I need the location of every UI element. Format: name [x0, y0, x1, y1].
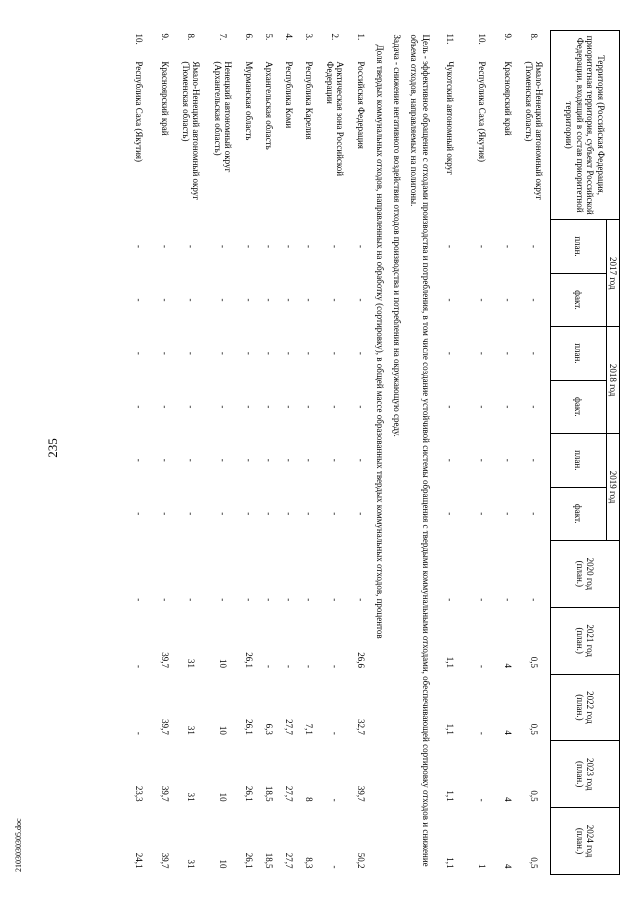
cell-2023: 0,5 — [528, 790, 539, 802]
table-body-section-2 — [123, 31, 371, 875]
row-number: 4. — [283, 33, 294, 41]
cell-2023: - — [329, 798, 340, 802]
row-territory-name: Республика Саха (Якутия) — [133, 61, 144, 163]
cell-2018-plan: - — [217, 351, 228, 355]
cell-2024: 10 — [217, 859, 228, 869]
cell-2017-plan: - — [528, 245, 539, 248]
cell-2019-plan: - — [329, 458, 340, 462]
cell-2019-fact: - — [444, 512, 455, 516]
cell-2018-plan: - — [283, 351, 294, 355]
cell-2022: - — [476, 731, 487, 735]
cell-2023: 10 — [217, 792, 228, 802]
row-number: 7. — [217, 33, 228, 41]
cell-2020: - — [444, 598, 455, 602]
cell-2024: 27,7 — [283, 852, 294, 869]
cell-2022: - — [133, 731, 144, 735]
cell-2018-plan: - — [528, 351, 539, 355]
cell-2018-fact: - — [329, 405, 340, 409]
cell-2019-plan: - — [185, 458, 196, 462]
cell-2021: - — [476, 665, 487, 669]
row-territory-name: Российская Федерация — [355, 61, 366, 149]
row-territory-name: Архангельская область — [263, 61, 274, 150]
cell-2017-fact: - — [502, 298, 513, 302]
cell-2017-plan: - — [444, 245, 455, 248]
cell-2020: - — [133, 598, 144, 602]
table-row — [207, 31, 239, 875]
table-row — [319, 31, 351, 875]
cell-2020: - — [502, 598, 513, 602]
cell-2018-fact: - — [283, 405, 294, 409]
cell-2020: - — [528, 598, 539, 602]
cell-2020: - — [263, 598, 274, 602]
cell-2018-plan: - — [476, 351, 487, 355]
cell-2017-fact: - — [133, 298, 144, 302]
table-row — [518, 31, 551, 875]
cell-2022: 26,1 — [243, 719, 254, 735]
indicator-text: Доля твердых коммунальных отходов, направленных на обработку (сортировку), в общей массе образованных твердых коммунальных отходов, процентов — [374, 44, 385, 639]
cell-2017-plan: - — [185, 245, 196, 248]
cell-2021: 26,1 — [243, 652, 254, 669]
row-territory-name: Чукотский автономный округ — [444, 61, 455, 175]
cell-2024: 1 — [476, 864, 487, 869]
cell-2021: 26,6 — [355, 652, 366, 669]
cell-2022: 27,7 — [283, 719, 294, 735]
cell-2018-plan: - — [502, 351, 513, 355]
row-number: 8. — [185, 33, 196, 41]
table-row — [498, 31, 518, 875]
cell-2021: - — [133, 665, 144, 669]
cell-2022: 4 — [502, 730, 513, 735]
cell-2018-fact: - — [355, 405, 366, 409]
cell-2023: 39,7 — [159, 785, 170, 802]
cell-2019-plan: - — [528, 458, 539, 462]
cell-2017-fact: - — [263, 298, 274, 302]
cell-2024: 31 — [185, 859, 196, 869]
header-2017-fact: факт. — [550, 273, 606, 326]
table-row — [466, 31, 498, 875]
row-territory-name: Ямало-Ненецкий автономный округ (Тюменская область) — [180, 61, 201, 200]
cell-2022: - — [329, 731, 340, 735]
cell-2017-plan: - — [329, 245, 340, 248]
header-2022: 2022 год (план.) — [550, 674, 619, 741]
cell-2022: 32,7 — [355, 719, 366, 735]
cell-2020: - — [355, 598, 366, 602]
cell-2018-plan: - — [263, 351, 274, 355]
cell-2019-plan: - — [217, 458, 228, 462]
cell-2024: 1,1 — [444, 857, 455, 869]
cell-2019-fact: - — [185, 512, 196, 516]
cell-2019-fact: - — [133, 512, 144, 516]
table-row — [239, 31, 259, 875]
cell-2017-fact: - — [243, 298, 254, 302]
row-territory-name: Ненецкий автономный округ (Архангельская область) — [212, 61, 233, 173]
cell-2019-plan: - — [159, 458, 170, 462]
header-2018-plan: план. — [550, 327, 606, 380]
table-row — [175, 31, 207, 875]
cell-2020: - — [243, 598, 254, 602]
cell-2021: 31 — [185, 659, 196, 669]
cell-2018-fact: - — [303, 405, 314, 409]
cell-2017-plan: - — [217, 245, 228, 248]
row-territory-name: Красноярский край — [159, 61, 170, 136]
cell-2018-plan: - — [159, 351, 170, 355]
section-text — [371, 31, 434, 875]
cell-2017-fact: - — [476, 298, 487, 302]
page-number: 235 — [45, 438, 60, 458]
cell-2017-fact: - — [185, 298, 196, 302]
cell-2019-plan: - — [133, 458, 144, 462]
cell-2024: 0,5 — [528, 857, 539, 869]
cell-2019-plan: - — [243, 458, 254, 462]
cell-2022: 6,3 — [263, 723, 274, 735]
cell-2018-fact: - — [243, 405, 254, 409]
table-row — [351, 31, 371, 875]
header-2018-fact: факт. — [550, 380, 606, 433]
cell-2020: - — [476, 598, 487, 602]
cell-2018-fact: - — [159, 405, 170, 409]
cell-2017-plan: - — [476, 245, 487, 248]
cell-2017-fact: - — [303, 298, 314, 302]
cell-2018-fact: - — [502, 405, 513, 409]
cell-2019-fact: - — [329, 512, 340, 516]
cell-2018-fact: - — [133, 405, 144, 409]
cell-2017-plan: - — [283, 245, 294, 248]
header-2021: 2021 год (план.) — [550, 607, 619, 674]
cell-2022: 7,1 — [303, 723, 314, 735]
cell-2019-plan: - — [502, 458, 513, 462]
header-2017-plan: план. — [550, 220, 606, 273]
cell-2021: - — [283, 665, 294, 669]
row-number: 5. — [263, 33, 274, 41]
cell-2018-plan: - — [444, 351, 455, 355]
cell-2024: 39,7 — [159, 852, 170, 869]
cell-2020: - — [303, 598, 314, 602]
row-territory-name: Республика Коми — [283, 61, 294, 129]
cell-2018-plan: - — [303, 351, 314, 355]
cell-2021: 4 — [502, 663, 513, 669]
cell-2019-fact: - — [476, 512, 487, 516]
row-number: 1. — [355, 33, 366, 41]
cell-2022: 10 — [217, 725, 228, 735]
row-territory-name: Красноярский край — [502, 61, 513, 136]
indicators-table — [123, 30, 620, 875]
header-2020: 2020 год (план.) — [550, 540, 619, 607]
task-text: Задача - снижение негативного воздействия отходов производства и потребления на окружающую среду. — [392, 34, 403, 437]
cell-2017-fact: - — [329, 298, 340, 302]
cell-2017-fact: - — [444, 298, 455, 302]
table-row — [279, 31, 299, 875]
cell-2023: 8 — [303, 797, 314, 802]
table-row — [123, 31, 155, 875]
cell-2019-fact: - — [502, 512, 513, 516]
cell-2021: 0,5 — [528, 656, 539, 669]
cell-2019-plan: - — [283, 458, 294, 462]
cell-2023: 4 — [502, 797, 513, 802]
table-body-section-1 — [434, 31, 551, 875]
row-territory-name: Ямало-Ненецкий автономный округ (Тюменская область) — [523, 61, 544, 200]
cell-2018-fact: - — [185, 405, 196, 409]
cell-2017-fact: - — [159, 298, 170, 302]
row-territory-name: Республика Саха (Якутия) — [476, 61, 487, 163]
row-number: 9. — [502, 33, 513, 41]
cell-2017-fact: - — [355, 298, 366, 302]
cell-2018-fact: - — [476, 405, 487, 409]
row-number: 10. — [133, 33, 144, 45]
cell-2017-fact: - — [528, 298, 539, 302]
cell-2023: 27,7 — [283, 785, 294, 802]
header-2019: 2019 год — [606, 434, 619, 541]
cell-2019-fact: - — [303, 512, 314, 516]
cell-2022: 31 — [185, 725, 196, 735]
row-territory-name: Мурманская область — [243, 61, 254, 141]
cell-2020: - — [217, 598, 228, 602]
table-row — [299, 31, 319, 875]
header-2018: 2018 год — [606, 327, 619, 434]
table-row — [259, 31, 279, 875]
cell-2018-plan: - — [185, 351, 196, 355]
cell-2024: 8,3 — [303, 857, 314, 869]
cell-2019-fact: - — [263, 512, 274, 516]
cell-2021: 10 — [217, 659, 228, 669]
cell-2023: 18,5 — [263, 785, 274, 802]
cell-2019-fact: - — [283, 512, 294, 516]
cell-2019-plan: - — [263, 458, 274, 462]
cell-2018-fact: - — [263, 405, 274, 409]
cell-2024: 26,1 — [243, 852, 254, 869]
cell-2020: - — [283, 598, 294, 602]
cell-2024: 18,5 — [263, 852, 274, 869]
cell-2022: 1,1 — [444, 723, 455, 735]
cell-2024: 50,2 — [355, 852, 366, 869]
cell-2022: 0,5 — [528, 723, 539, 735]
row-number: 11. — [444, 33, 455, 45]
cell-2018-plan: - — [243, 351, 254, 355]
row-number: 10. — [476, 33, 487, 45]
cell-2023: 26,1 — [243, 785, 254, 802]
header-territory: Территория (Российская Федерация, приоритетная территория, субъект Российской Федерации, входящий в состав приоритетной территории) — [550, 31, 619, 220]
goal-text: Цель - эффективное обращение с отходами производства и потребления, в том числе создание устойчивой системы обращения с твердыми коммунальными отходами, обеспечивающей сортировку отходов и снижение объема отходов, направляемых на полигоны. — [409, 34, 431, 867]
cell-2021: 1,1 — [444, 656, 455, 669]
header-2017: 2017 год — [606, 220, 619, 327]
cell-2023: 1,1 — [444, 790, 455, 802]
row-number: 9. — [159, 33, 170, 41]
cell-2017-plan: - — [355, 245, 366, 248]
cell-2017-fact: - — [283, 298, 294, 302]
cell-2019-fact: - — [217, 512, 228, 516]
footer-file-code: 2103030305.doc — [14, 818, 23, 872]
row-number: 2. — [329, 33, 340, 41]
cell-2019-plan: - — [303, 458, 314, 462]
cell-2024: 4 — [502, 864, 513, 869]
cell-2017-plan: - — [133, 245, 144, 248]
row-number: 3. — [303, 33, 314, 41]
row-territory-name: Республика Карелия — [303, 61, 314, 140]
table-row — [434, 31, 466, 875]
cell-2018-fact: - — [444, 405, 455, 409]
cell-2019-plan: - — [476, 458, 487, 462]
cell-2023: 39,7 — [355, 785, 366, 802]
cell-2017-plan: - — [303, 245, 314, 248]
cell-2020: - — [159, 598, 170, 602]
cell-2019-fact: - — [159, 512, 170, 516]
cell-2018-plan: - — [329, 351, 340, 355]
cell-2019-fact: - — [243, 512, 254, 516]
header-2019-fact: факт. — [550, 487, 606, 540]
cell-2020: - — [185, 598, 196, 602]
table-row — [155, 31, 175, 875]
cell-2017-plan: - — [263, 245, 274, 248]
cell-2017-plan: - — [502, 245, 513, 248]
cell-2017-plan: - — [159, 245, 170, 248]
cell-2019-plan: - — [444, 458, 455, 462]
cell-2021: 39,7 — [159, 652, 170, 669]
cell-2017-plan: - — [243, 245, 254, 248]
cell-2019-plan: - — [355, 458, 366, 462]
row-number: 6. — [243, 33, 254, 41]
cell-2023: 31 — [185, 792, 196, 802]
header-2019-plan: план. — [550, 434, 606, 487]
cell-2022: 39,7 — [159, 719, 170, 735]
cell-2019-fact: - — [355, 512, 366, 516]
row-number: 8. — [528, 33, 539, 41]
cell-2023: - — [476, 798, 487, 802]
cell-2024: - — [329, 865, 340, 869]
cell-2021: - — [303, 665, 314, 669]
rotated-table-container — [60, 30, 620, 875]
cell-2018-fact: - — [528, 405, 539, 409]
cell-2018-fact: - — [217, 405, 228, 409]
cell-2018-plan: - — [133, 351, 144, 355]
cell-2017-fact: - — [217, 298, 228, 302]
table-header — [550, 31, 619, 875]
header-2023: 2023 год (план.) — [550, 741, 619, 808]
header-2024: 2024 год (план.) — [550, 808, 619, 875]
cell-2021: - — [263, 665, 274, 669]
cell-2019-fact: - — [528, 512, 539, 516]
cell-2018-plan: - — [355, 351, 366, 355]
cell-2024: 24,1 — [133, 852, 144, 869]
cell-2023: 23,3 — [133, 785, 144, 802]
cell-2021: - — [329, 665, 340, 669]
cell-2020: - — [329, 598, 340, 602]
row-territory-name: Арктическая зона Российской Федерации — [324, 61, 345, 177]
